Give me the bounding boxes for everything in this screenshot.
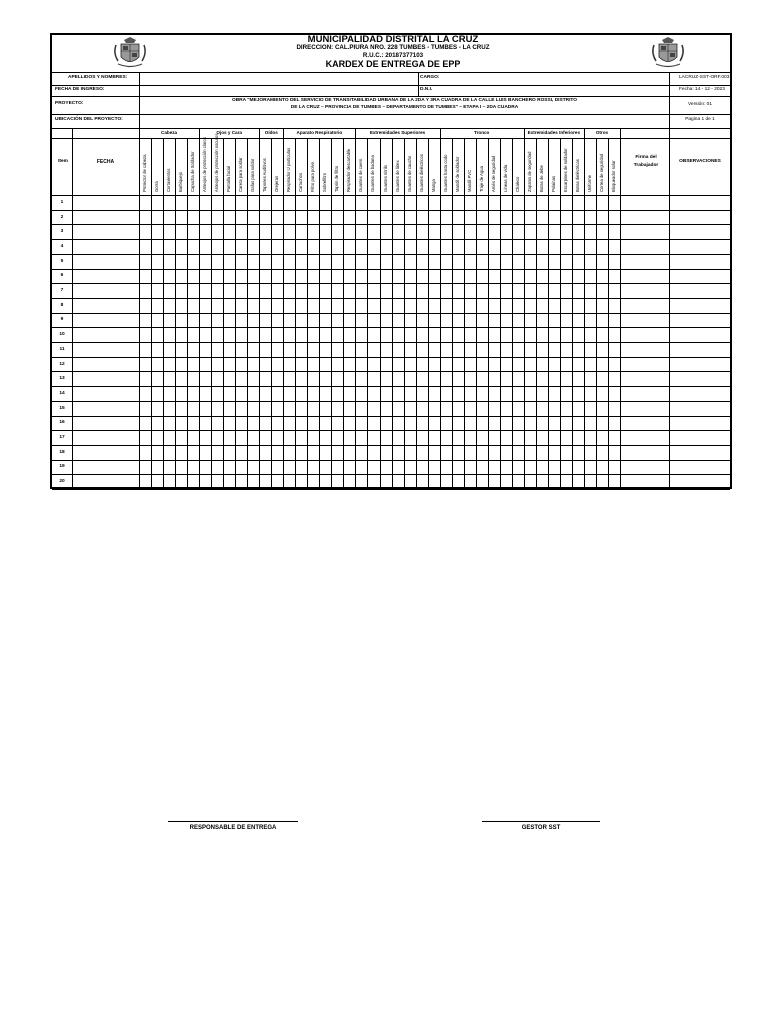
table-row (52, 269, 730, 270)
epp-item-label: Guantes de badana (370, 155, 376, 192)
row-number: 18 (59, 449, 65, 455)
epp-item-label: Mandil PVC (466, 169, 472, 192)
epp-item-label: Filtro para polvo (310, 161, 316, 192)
epp-item-label: Correa de seguridad (598, 153, 604, 192)
header-ruc: R.U.C.: 20187377103 (362, 52, 424, 59)
epp-item-label: Guantes de cuero (358, 158, 364, 192)
group-header: Otros (595, 130, 609, 135)
table-row (52, 474, 730, 475)
signature-line-left (168, 821, 298, 822)
epp-item-label: Cartuchos (298, 172, 304, 192)
table-row (52, 313, 730, 314)
table-row (52, 445, 730, 446)
document-page: Pagina 1 de 1 (685, 117, 715, 122)
table-row (52, 342, 730, 343)
row-number: 2 (60, 214, 64, 220)
epp-item-label: Gafas para soldar (250, 158, 256, 192)
table-vline (669, 128, 670, 489)
table-header-line (52, 195, 730, 196)
group-header: Aparato Respiratorio (296, 130, 343, 135)
document-code: LACRUZ-SST-ORF.003 (679, 75, 730, 80)
group-header: Extremidades Superiores (369, 130, 426, 135)
row-number: 6 (60, 273, 64, 279)
epp-kardex-form (50, 33, 732, 489)
row-number: 10 (59, 332, 65, 338)
epp-item-label: Careta para soldar (238, 157, 244, 192)
signature-line-right (482, 821, 600, 822)
observaciones-header: OBSERVACIONES (679, 159, 721, 164)
table-row (52, 401, 730, 402)
row-number: 11 (59, 346, 65, 352)
row-number: 7 (60, 288, 64, 294)
epp-item-label: Barbiquejo (178, 171, 184, 192)
row-number: 12 (59, 361, 65, 367)
group-header-line (139, 138, 620, 139)
table-vline (139, 128, 140, 489)
epp-item-label: Arnés de seguridad (490, 155, 496, 192)
epp-item-label: Escarpines de soldador (562, 148, 568, 192)
document-title: KARDEX DE ENTREGA DE EPP (325, 59, 461, 69)
epp-item-label: Guantes hasta codo (442, 154, 448, 192)
row-number: 14 (59, 390, 65, 396)
row-number: 8 (60, 302, 64, 308)
epp-item-label: Traje de Agua (478, 166, 484, 192)
epp-item-label: Mandil de soldador (454, 156, 460, 192)
epp-item-label: Respirador descartable (346, 148, 352, 192)
table-row (52, 254, 730, 255)
epp-item-label: Manga (430, 179, 436, 192)
item-header: Item (58, 159, 68, 164)
table-row (52, 210, 730, 211)
epp-item-label: Zapatos de seguridad (526, 151, 532, 192)
epp-item-label: Guantes de caucho (406, 155, 412, 192)
row-number: 17 (59, 435, 65, 441)
table-row (52, 327, 730, 328)
row-number: 4 (60, 243, 64, 249)
proyecto-label: PROYECTO: (55, 101, 84, 106)
epp-item-label: Uniforme (586, 175, 592, 192)
table-row (52, 283, 730, 284)
apellidos-label: APELLIDOS Y NOMBRES: (68, 75, 128, 80)
epp-item-label: Anteojos de protección claros (202, 137, 208, 192)
epp-item-label: Gorra (154, 181, 160, 192)
table-row (52, 489, 730, 490)
table-row (52, 416, 730, 417)
dni-label: D.N.I. (420, 87, 433, 92)
header-title: MUNICIPALIDAD DISTRITAL LA CRUZ (307, 34, 479, 45)
group-header: Ojos y Cara (216, 130, 242, 135)
epp-item-label: Guantes dieléctricos (418, 154, 424, 192)
signature-left-label: RESPONSABLE DE ENTREGA (189, 825, 277, 831)
epp-item-label: Capucha de Soldador (190, 151, 196, 192)
row-number: 9 (60, 317, 64, 323)
table-row (52, 371, 730, 372)
group-header: Tronco (474, 130, 490, 135)
obra-line-1: OBRA "MEJORAMIENTO DEL SERVICIO DE TRANSITABILIDAD URBANA DE LA 2DA Y 3RA CUADRA DE LA CALLE LUIS BANCHERO ROSSI, DISTRITO (231, 98, 577, 103)
firma-header-2: Trabajador (633, 163, 659, 168)
table-row (52, 386, 730, 387)
epp-item-label: Líneas de vida (502, 164, 508, 192)
table-row (52, 224, 730, 225)
firma-header-1: Firma del (635, 155, 657, 160)
epp-item-label: Bloqueador solar (610, 160, 616, 192)
row-number: 19 (59, 464, 65, 470)
row-number: 13 (59, 376, 65, 382)
signature-right-label: GESTOR SST (521, 825, 561, 831)
epp-item-label: Orejeras (274, 175, 280, 192)
epp-item-label: Tapones Auditivos (262, 158, 268, 192)
row-number: 15 (59, 405, 65, 411)
row-number: 20 (59, 479, 65, 485)
group-header: Oídos (264, 130, 278, 135)
epp-item-label: Tapón de filtro (334, 165, 340, 192)
table-row (52, 460, 730, 461)
epp-item-label: Sobrefiltro (322, 172, 328, 192)
obra-line-2: DE LA CRUZ – PROVINCIA DE TUMBES – DEPARTAMENTO DE TUMBES" – ETAPA I – 2DA CUADRA (290, 105, 519, 110)
document-version: Versión: 01 (687, 102, 712, 107)
epp-item-label: Protector de cabeza (142, 154, 147, 192)
epp-item-label: Chaleco (514, 176, 520, 192)
table-vline (620, 128, 621, 489)
table-row (52, 430, 730, 431)
epp-item-label: Polainas (550, 175, 556, 192)
epp-item-label: Cortavientos (166, 168, 172, 192)
epp-item-label: Respirador c/ partículas (286, 147, 292, 192)
row-number: 5 (60, 258, 64, 264)
epp-item-label: Pantalla facial (226, 165, 232, 192)
header-address: DIRECCION: CAL.PIURA NRO. 228 TUMBES - TUMBES - LA CRUZ (296, 44, 490, 51)
epp-item-label: Guantes nitrilo (382, 165, 388, 192)
row-number: 3 (60, 229, 64, 235)
group-header: Cabeza (161, 130, 178, 135)
ubicacion-label: UBICACIÓN DEL PROYECTO: (55, 117, 123, 122)
cargo-label: CARGO: (420, 75, 440, 80)
epp-item-label: Botas dieléctricas (574, 159, 580, 192)
group-header: Extremidades Inferiores (527, 130, 581, 135)
table-row (52, 239, 730, 240)
epp-item-label: Guantes de látex (394, 160, 400, 192)
table-vline (72, 128, 73, 489)
fecha-ingreso-label: FECHA DE INGRESO: (55, 87, 105, 92)
row-number: 16 (59, 420, 65, 426)
group-col-line (620, 128, 621, 138)
document-date: Fecha: 14 - 12 - 2023 (679, 87, 725, 92)
row-number: 1 (60, 199, 64, 205)
table-row (52, 298, 730, 299)
fecha-header: FECHA (96, 159, 115, 165)
epp-item-label: Botas de Jebe (538, 165, 544, 192)
table-row (52, 357, 730, 358)
epp-item-label: Anteojos de protección oscuros (214, 133, 220, 192)
